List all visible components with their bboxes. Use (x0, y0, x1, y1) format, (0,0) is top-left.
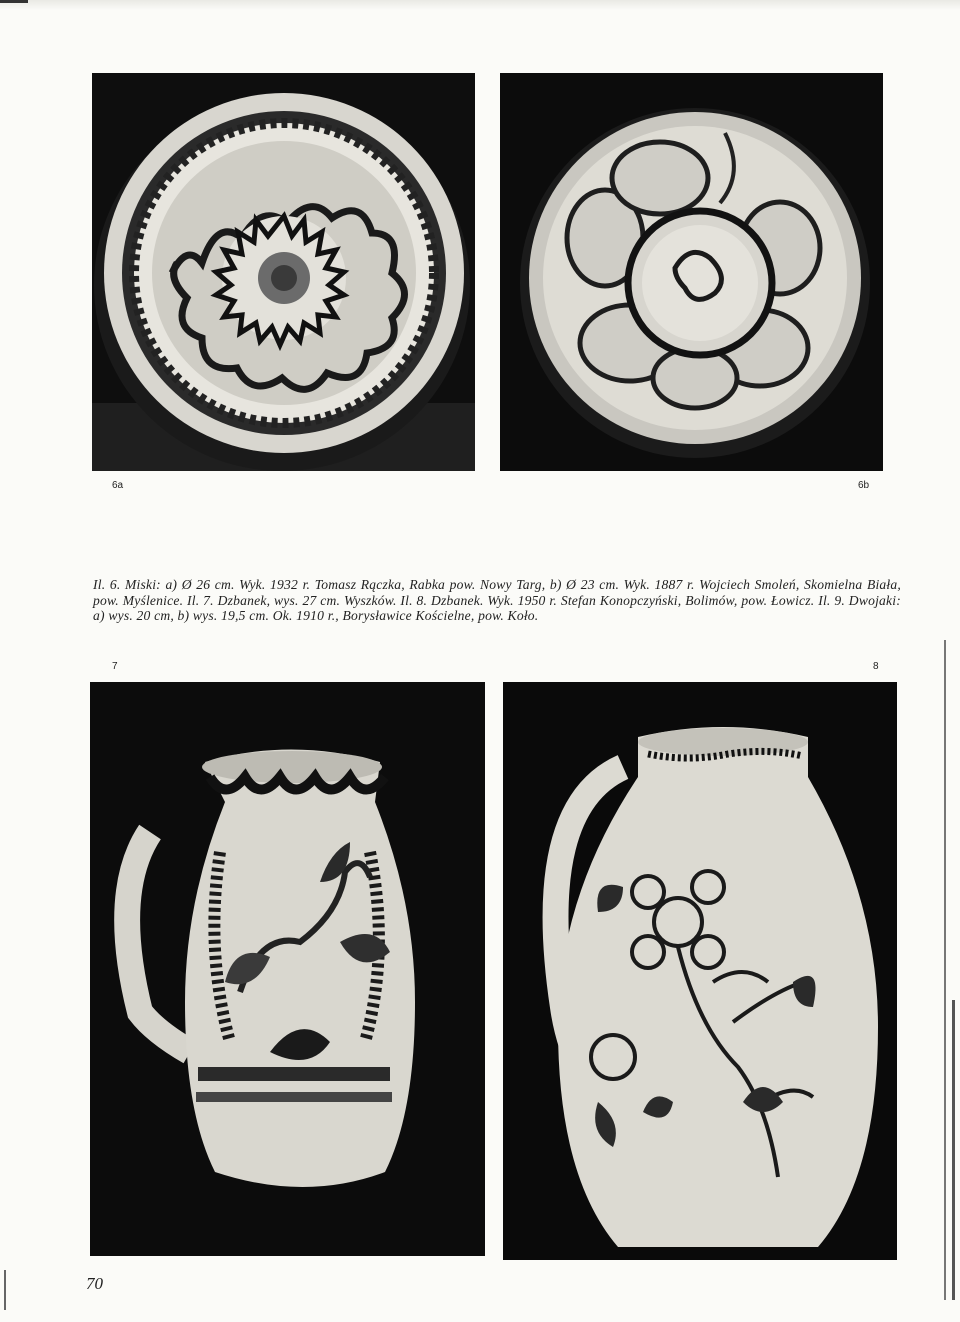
figure-caption: Il. 6. Miski: a) Ø 26 cm. Wyk. 1932 r. Tomasz Rączka, Rabka pow. Nowy Targ, b) Ø 23 cm. Wyk. 1887 r. Wojciech Smoleń, Skomielna Biała, pow. Myślenice. Il. 7. Dzbanek, wys. 27 cm. Wyszków. Il. 8. Dzbanek. Wyk. 1950 r. Stefan Konopczyński, Bolimów, pow. Łowicz. Il. 9. Dwojaki: a) wys. 20 cm, b) wys. 19,5 cm. Ok. 1910 r., Borysławice Kościelne, pow. Koło. (93, 577, 901, 624)
scan-edge (0, 0, 960, 10)
page-number: 70 (86, 1274, 103, 1293)
figure-label-8: 8 (873, 661, 879, 672)
photo-bowl-6a (92, 73, 475, 471)
scan-mark (952, 1000, 955, 1300)
figure-label-7: 7 (112, 661, 118, 672)
scan-mark (0, 0, 28, 3)
scan-mark (4, 1270, 6, 1310)
figure-label-6b: 6b (858, 480, 870, 491)
photo-bowl-6b (500, 73, 883, 471)
photo-jug-8 (503, 682, 897, 1260)
figure-label-6a: 6a (112, 480, 124, 491)
bowl-6a-illustration (92, 73, 475, 471)
jug-7-illustration (90, 682, 485, 1256)
scan-mark (944, 640, 946, 1300)
photo-jug-7 (90, 682, 485, 1256)
bowl-6b-illustration (500, 73, 883, 471)
jug-8-illustration (503, 682, 897, 1260)
